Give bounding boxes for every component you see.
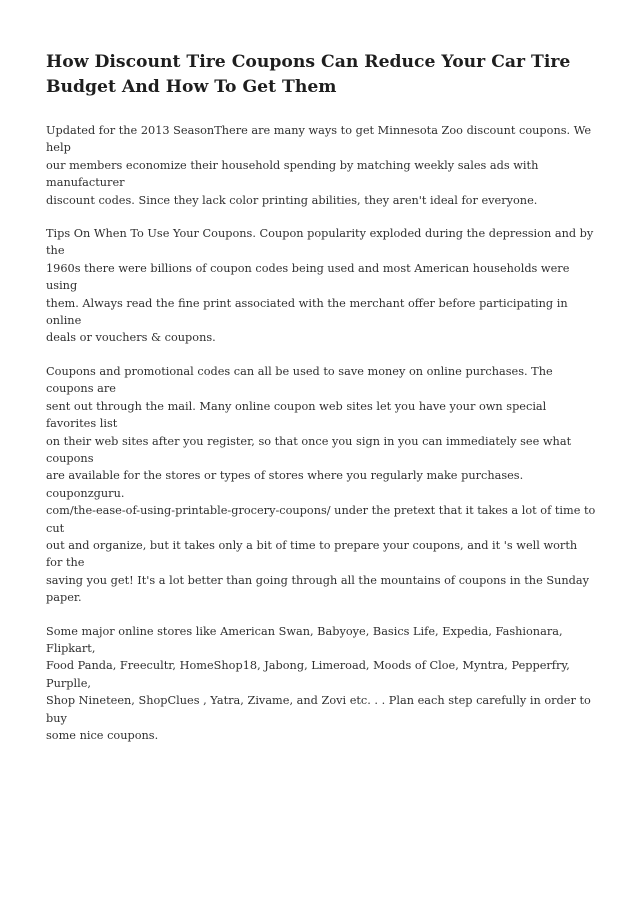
article-body xyxy=(46,50,596,760)
paragraph-intro: Updated for the 2013 SeasonThere are many ways to get Minnesota Zoo discount coupons. We help our members economize their household spending by matching weekly sales ads with manufacturer discount codes. Since they lack color printing abilities, they aren't ideal for everyone. xyxy=(46,124,592,207)
document-title: How Discount Tire Coupons Can Reduce Your Car Tire Budget And How To Get Them xyxy=(46,52,571,97)
paragraph-promo-codes: Coupons and promotional codes can all be used to save money on online purchases. The coupons are sent out through the mail. Many online coupon web sites let you have your own special favorites list on their web sites after you register, so that once you sign in you can immediately see what coupons are available for the stores or types of stores where you regularly make purchases. couponzguru. com/the-ease-of-using-printable-grocery-coupons/ under the pretext that it takes a lot of time to cut out and organize, but it takes only a bit of time to prepare your coupons, and it 's well worth for the saving you get! It's a lot better than going through all the mountains of coupons in the Sunday paper. xyxy=(46,364,596,605)
paragraph-online-stores: Some major online stores like American Swan, Babyoye, Basics Life, Expedia, Fashionara, Flipkart, Food Panda, Freecultr, HomeShop18, Jabong, Limeroad, Moods of Cloe, Myntra, Pepperfry, Purplle, Shop Nineteen, ShopClues , Yatra, Zivame, and Zovi etc. . . Plan each step carefully in order to buy some nice coupons. xyxy=(46,624,591,742)
paragraph-tips: Tips On When To Use Your Coupons. Coupon popularity exploded during the depression and by the 1960s there were billions of coupon codes being used and most American households were using them. Always read the fine print associated with the merchant offer before participating in online deals or vouchers & coupons. xyxy=(46,227,594,345)
